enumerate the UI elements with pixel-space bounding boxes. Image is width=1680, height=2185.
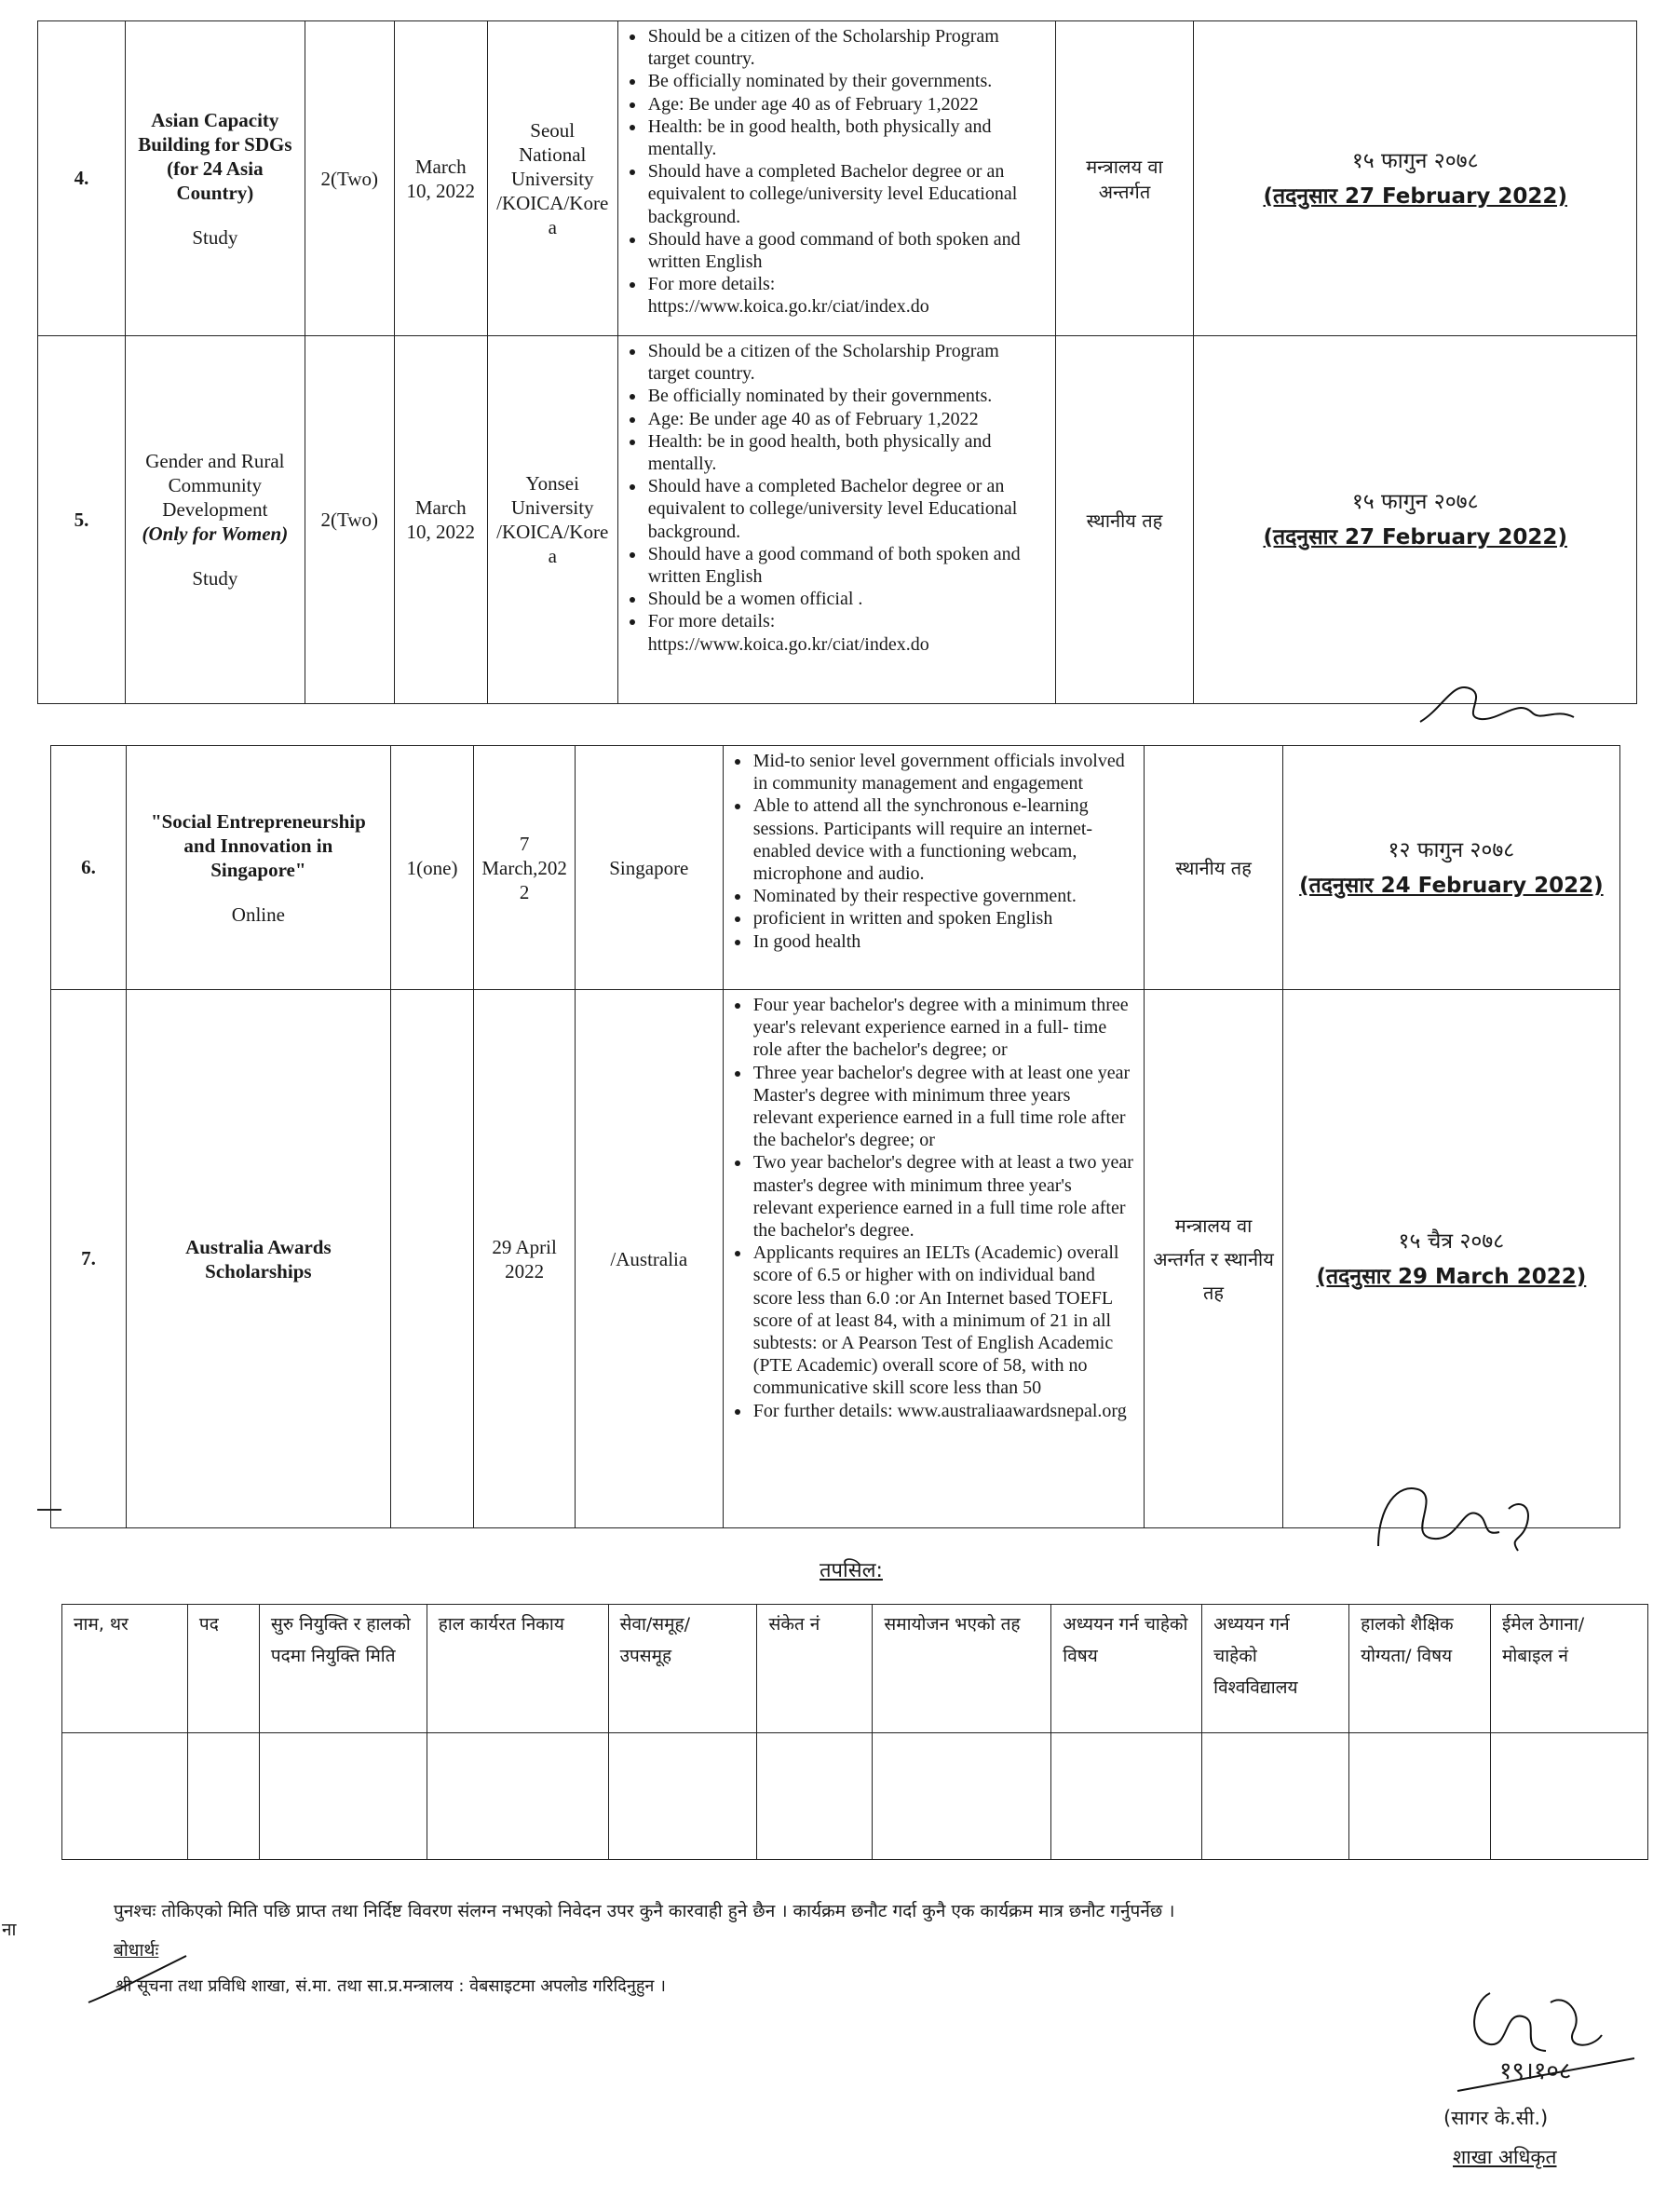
scholarship-table-part1 xyxy=(37,20,1637,704)
seats xyxy=(390,990,474,1528)
column-header: अध्ययन गर्न चाहेको विषय xyxy=(1051,1605,1202,1733)
eligibility-cell xyxy=(617,21,1055,336)
signature-date: १९।१०८ xyxy=(1499,2057,1572,2085)
deadline-cell xyxy=(1194,336,1637,704)
seats: 2(Two) xyxy=(305,336,394,704)
eligibility-item: • Nominated by their respective government. xyxy=(752,885,1135,907)
program-title-cell xyxy=(126,746,390,990)
empty-cell xyxy=(427,1733,608,1860)
column-header: नाम, थर xyxy=(62,1605,188,1733)
signature-mark xyxy=(1416,671,1583,726)
eligibility-item: • Should have a completed Bachelor degree or an equivalent to college/university level Educational background. xyxy=(646,475,1046,543)
eligibility-item: • Mid-to senior level government officials involved in community management and engagement xyxy=(752,750,1135,794)
eligibility-item: • For further details: www.australiaawardsnepal.org xyxy=(752,1400,1135,1422)
seats: 2(Two) xyxy=(305,21,394,336)
column-header: पद xyxy=(187,1605,259,1733)
eligibility-item: • Age: Be under age 40 as of February 1,2022 xyxy=(646,93,1046,115)
start-date: 29 April 2022 xyxy=(474,990,576,1528)
scholarship-table-part2 xyxy=(50,745,1620,1528)
column-header: संकेत नं xyxy=(757,1605,873,1733)
authority: मन्त्रालय वा अन्तर्गत xyxy=(1055,21,1194,336)
details-heading: तपसिल: xyxy=(820,1559,883,1582)
eligibility-item: • Applicants requires an IELTs (Academic) overall score of 6.5 or higher with on individual band score less than 6.0 :or An Internet based TOEFL score of at least 84, with a minimum of 21 in all subtests: or A Pearson Test of English Academic (PTE Academic) overall score of 58, with no communicative skill score less than 50 xyxy=(752,1242,1135,1399)
cc-line: श्री सूचना तथा प्रविधि शाखा, सं.मा. तथा सा.प्र.मन्त्रालय : वेबसाइटमा अपलोड गरिदिनुहुन । xyxy=(115,1976,666,1996)
eligibility-item: • proficient in written and spoken English xyxy=(752,907,1135,930)
eligibility-item: • Health: be in good health, both physically and mentally. xyxy=(646,115,1046,160)
authority: स्थानीय तह xyxy=(1055,336,1194,704)
column-header: सेवा/समूह/ उपसमूह xyxy=(608,1605,757,1733)
cc-stroke xyxy=(84,1951,196,2007)
eligibility-item: • For more details: https://www.koica.go.kr/ciat/index.do xyxy=(646,273,1046,318)
eligibility-item: • Health: be in good health, both physically and mentally. xyxy=(646,430,1046,475)
eligibility-cell xyxy=(617,336,1055,704)
eligibility-item: • Should have a completed Bachelor degree or an equivalent to college/university level Educational background. xyxy=(646,160,1046,228)
venue: Yonsei University /KOICA/Kore a xyxy=(487,336,617,704)
row-number: 6. xyxy=(51,746,127,990)
program-title-cell xyxy=(126,990,390,1528)
deadline-np: १५ फागुन २०७८ xyxy=(1351,490,1479,514)
venue: Seoul National University /KOICA/Kore a xyxy=(487,21,617,336)
program-row-6 xyxy=(51,746,1620,990)
eligibility-item: • Four year bachelor's degree with a minimum three year's relevant experience earned in a full- time role after the bachelor's degree; or xyxy=(752,994,1135,1062)
eligibility-item: • Be officially nominated by their governments. xyxy=(646,385,1046,407)
empty-cell xyxy=(873,1733,1051,1860)
empty-cell xyxy=(1051,1733,1202,1860)
column-header: अध्ययन गर्न चाहेको विश्वविद्यालय xyxy=(1202,1605,1349,1733)
start-date: March 10, 2022 xyxy=(394,21,487,336)
deadline-en: (तदनुसार 29 March 2022) xyxy=(1316,1264,1587,1289)
eligibility-cell xyxy=(723,990,1145,1528)
deadline-en: (तदनुसार 27 February 2022) xyxy=(1263,183,1567,209)
deadline-np: १२ फागुन २०७८ xyxy=(1388,837,1515,862)
row-number: 7. xyxy=(51,990,127,1528)
details-empty-row xyxy=(62,1733,1648,1860)
deadline-en: (तदनुसार 27 February 2022) xyxy=(1263,525,1567,550)
start-date: March 10, 2022 xyxy=(394,336,487,704)
empty-cell xyxy=(757,1733,873,1860)
column-header: हालको शैक्षिक योग्यता/ विषय xyxy=(1349,1605,1491,1733)
column-header: सुरु नियुक्ति र हालको पदमा नियुक्ति मिति xyxy=(259,1605,427,1733)
empty-cell xyxy=(187,1733,259,1860)
deadline-en: (तदनुसार 24 February 2022) xyxy=(1299,873,1604,898)
deadline-cell xyxy=(1282,746,1619,990)
venue: Singapore xyxy=(575,746,723,990)
eligibility-item: • Should be a citizen of the Scholarship Program target country. xyxy=(646,340,1046,385)
program-row-5 xyxy=(38,336,1637,704)
row-number: 4. xyxy=(38,21,126,336)
eligibility-item: • Should be a citizen of the Scholarship Program target country. xyxy=(646,25,1046,70)
program-title-cell xyxy=(125,21,305,336)
program-title: Gender and Rural Community Development xyxy=(145,450,285,521)
eligibility-item: • Two year bachelor's degree with at least a two year master's degree with minimum three year's relevant experience earned in a full time role after the bachelor's degree. xyxy=(752,1151,1135,1242)
footer-note: पुनश्चः तोकिएको मिति पछि प्राप्त तथा निर्दिष्ट विवरण संलग्न नभएको निवेदन उपर कुनै कारवाही हुने छैन । कार्यक्रम छनौट गर्दा कुनै एक कार्यक्रम मात्र छनौट गर्नुपर्नेछ । xyxy=(114,1901,1175,1921)
program-title-note: (Only for Women) xyxy=(142,522,289,545)
empty-cell xyxy=(62,1733,188,1860)
program-title-cell xyxy=(125,336,305,704)
deadline-np: १५ चैत्र २०७८ xyxy=(1398,1228,1505,1254)
eligibility-item: • Should have a good command of both spoken and written English xyxy=(646,228,1046,273)
program-mode: Study xyxy=(192,567,238,590)
margin-dash xyxy=(37,1509,61,1511)
deadline-np: १५ फागुन २०७८ xyxy=(1351,148,1479,173)
deadline-cell xyxy=(1282,990,1619,1528)
column-header: समायोजन भएको तह xyxy=(873,1605,1051,1733)
eligibility-cell xyxy=(723,746,1145,990)
eligibility-item: • Age: Be under age 40 as of February 1,2022 xyxy=(646,408,1046,430)
signature-mark xyxy=(1369,1472,1555,1555)
empty-cell xyxy=(1491,1733,1648,1860)
program-row-7 xyxy=(51,990,1620,1528)
left-margin-text: ना xyxy=(2,1920,17,1940)
seats: 1(one) xyxy=(390,746,474,990)
empty-cell xyxy=(1349,1733,1491,1860)
program-mode: Online xyxy=(231,902,285,926)
eligibility-item: • Three year bachelor's degree with at least one year Master's degree with minimum three years relevant experience earned in a full time role after the bachelor's degree; or xyxy=(752,1062,1135,1152)
program-title: Asian Capacity Building for SDGs (for 24 Asia Country) xyxy=(138,108,292,204)
signatory-title: शाखा अधिकृत xyxy=(1453,2146,1557,2168)
eligibility-item: • For more details: https://www.koica.go.kr/ciat/index.do xyxy=(646,610,1046,655)
row-number: 5. xyxy=(38,336,126,704)
signatory-name: (सागर के.सी.) xyxy=(1443,2107,1549,2129)
start-date: 7 March,202 2 xyxy=(474,746,576,990)
program-mode: Study xyxy=(192,225,238,249)
empty-cell xyxy=(1202,1733,1349,1860)
venue: /Australia xyxy=(575,990,723,1528)
program-row-4 xyxy=(38,21,1637,336)
eligibility-item: • In good health xyxy=(752,930,1135,953)
deadline-cell xyxy=(1194,21,1637,336)
authority: स्थानीय तह xyxy=(1145,746,1282,990)
details-header-row xyxy=(62,1605,1648,1733)
empty-cell xyxy=(259,1733,427,1860)
program-title: "Social Entrepreneurship and Innovation in Singapore" xyxy=(150,809,366,881)
applicant-details-table xyxy=(61,1604,1648,1860)
eligibility-item: • Should have a good command of both spoken and written English xyxy=(646,543,1046,588)
column-header: ईमेल ठेगाना/ मोबाइल नं xyxy=(1491,1605,1648,1733)
column-header: हाल कार्यरत निकाय xyxy=(427,1605,608,1733)
eligibility-item: • Be officially nominated by their governments. xyxy=(646,70,1046,92)
eligibility-item: • Should be a women official . xyxy=(646,588,1046,610)
program-title: Australia Awards Scholarships xyxy=(185,1235,332,1282)
empty-cell xyxy=(608,1733,757,1860)
cc-label: बोधार्थः xyxy=(114,1940,159,1961)
authority: मन्त्रालय वा अन्तर्गत र स्थानीय तह xyxy=(1145,990,1282,1528)
eligibility-item: • Able to attend all the synchronous e-learning sessions. Participants will require an internet-enabled device with a functioning webcam, microphone and audio. xyxy=(752,794,1135,885)
